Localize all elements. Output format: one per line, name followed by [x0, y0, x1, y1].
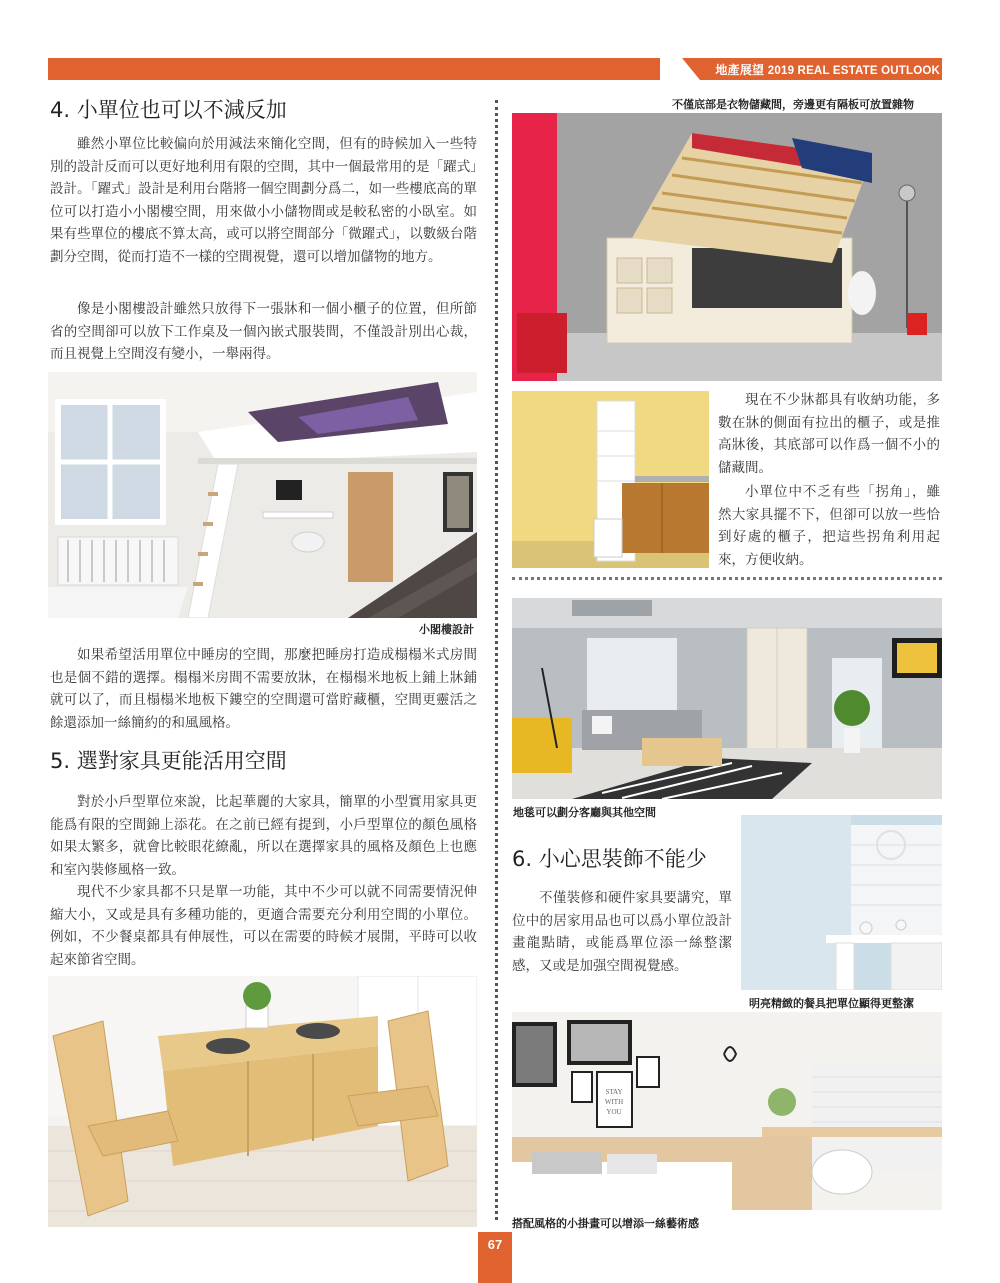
section5-heading: 5. 選對家具更能活用空間: [50, 749, 287, 773]
living-room-photo: [512, 598, 942, 799]
section6-heading: 6. 小心思裝飾不能少: [512, 847, 707, 871]
dining-caption: 明亮精緻的餐具把單位顯得更整潔: [749, 997, 914, 1010]
section6-paragraph-1: 不僅裝修和硬件家具要講究，單位中的居家用品也可以爲小單位設計畫龍點睛，或能爲單位添一絲整潔感，又或是加强空間視覺感。: [512, 890, 732, 974]
header-title: [700, 61, 940, 79]
section4-paragraph-3: 如果希望活用單位中睡房的空間，那麼把睡房打造成榻榻米式房間也是個不錯的選擇。榻榻米房間不需要放牀，在榻榻米地板上鋪上牀鋪就可以了，而且榻榻米地板下鏤空的空間還可當貯藏櫃，空間更靈活之餘還添加一絲簡約的和風風格。: [50, 647, 477, 731]
section-divider: [512, 577, 942, 580]
bed-caption: 不僅底部是衣物儲藏間，旁邊更有隔板可放置雜物: [672, 98, 914, 111]
column-divider: [495, 100, 498, 1220]
page-number: 67: [487, 1237, 503, 1252]
storage-bed-photo: [512, 113, 942, 381]
wall-art-photo: [512, 1012, 942, 1210]
section4-paragraph-2: 像是小閣樓設計雖然只放得下一張牀和一個小櫃子的位置，但所節省的空間卻可以放下工作桌及一個內嵌式服裝間，不僅設計別出心裁，而且視覺上空間沒有變小，一舉兩得。: [50, 301, 477, 362]
section5-paragraph-1: 對於小戶型單位來說，比起華麗的大家具，簡單的小型實用家具更能爲有限的空間錦上添花。在之前已經有提到，小戶型單位的顏色風格如果太繁多，就會比較眼花繚亂，所以在選擇家具的風格及顏色上也應和室內裝修風格一致。: [50, 794, 477, 878]
header-title-zh: 地產展望: [715, 63, 765, 77]
storage-paragraph-1: 現在不少牀都具有收納功能，多數在牀的側面有拉出的櫃子，或是推高牀後，其底部可以作爲一個不小的儲藏間。: [718, 392, 940, 476]
poster-text-1: STAY: [605, 1088, 623, 1096]
dining-photo: [741, 815, 942, 990]
loft-photo: [48, 372, 477, 618]
page-number-tab: [478, 1232, 512, 1283]
storage-paragraph-2: 小單位中不乏有些「拐角」，雖然大家具擺不下，但卻可以放一些恰到好處的櫃子，把這些拐角利用起來，方便收納。: [718, 484, 940, 568]
folding-table-photo: [48, 976, 477, 1227]
art-caption: 搭配風格的小掛畫可以增添一絲藝術感: [512, 1217, 699, 1230]
poster-text-2: WITH: [604, 1098, 624, 1106]
section5-paragraph-2: 現代不少家具都不只是單一功能，其中不少可以就不同需要情況伸縮大小，又或是具有多種功能的，更適合需要充分利用空間的小單位。例如，不少餐桌都具有伸展性，可以在需要的時候才展開，平時可以收起來節省空間。: [50, 884, 477, 968]
corner-cabinet-photo: [512, 391, 709, 568]
rug-caption: 地毯可以劃分客廳與其他空間: [513, 806, 656, 819]
header-subtitle: 2019 REAL ESTATE OUTLOOK: [767, 65, 940, 77]
poster-text-3: YOU: [606, 1108, 622, 1116]
section4-paragraph-1: 雖然小單位比較偏向於用減法來簡化空間，但有的時候加入一些特別的設計反而可以更好地利用有限的空間，其中一個最常用的是「躍式」設計。「躍式」設計是利用台階將一個空間劃分爲二，如一些樓底高的單位可以打造小小閣樓空間，用來做小小儲物間或是較私密的小臥室。如果有些單位的樓底不算太高，或可以將空間部分「微躍式」，以數級台階劃分空間，從而打造不一樣的空間視覺，還可以增加儲物的地方。: [50, 136, 477, 265]
loft-caption: 小閣樓設計: [419, 623, 474, 636]
header-bar: [48, 58, 660, 80]
section4-heading: 4. 小單位也可以不減反加: [50, 98, 287, 122]
